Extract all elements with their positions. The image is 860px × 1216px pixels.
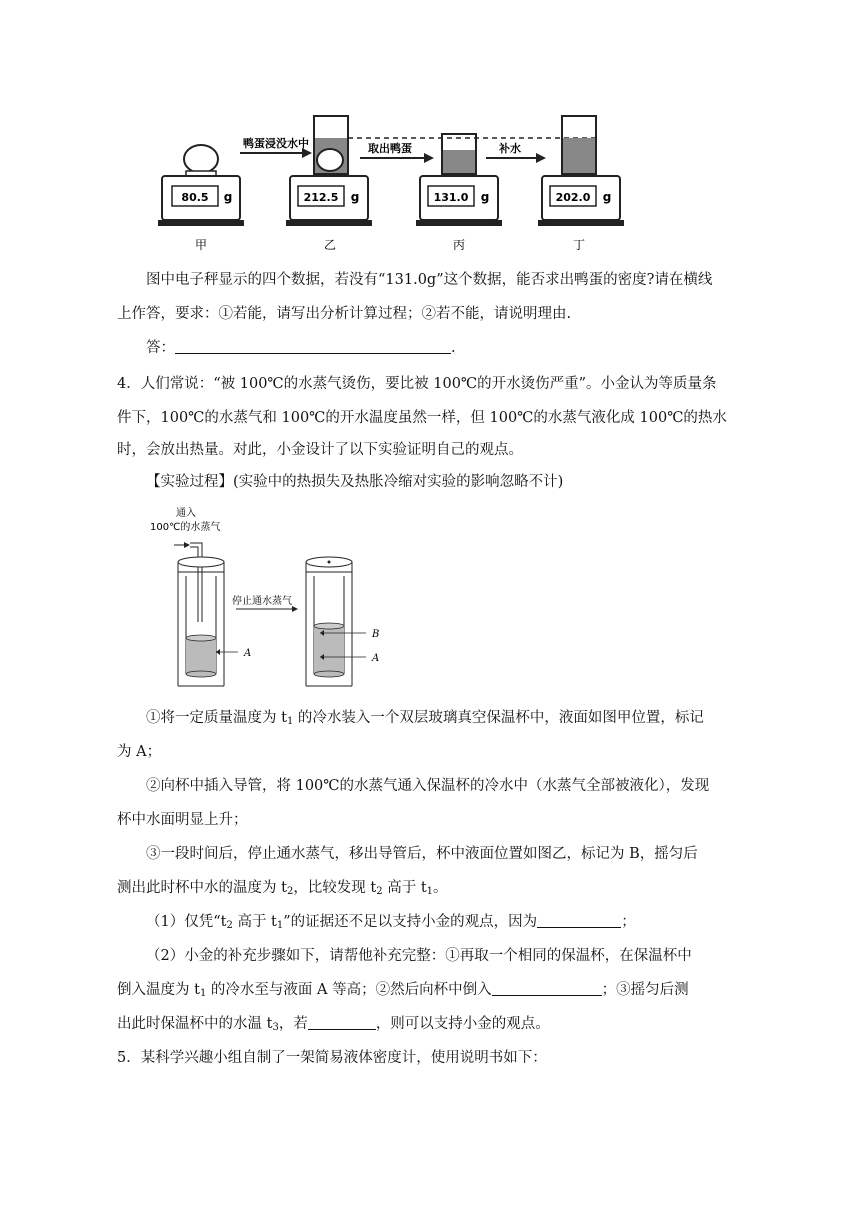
step-2-line-1: ②向杯中插入导管，将 100℃的水蒸气通入保温杯的冷水中（水蒸气全部被液化），发现 [146,778,710,794]
scale-yi-reading: 212.5 [303,191,339,204]
step-1-text-a: ①将一定质量温度为 t [146,710,287,726]
sub2-blank-2[interactable] [308,1015,376,1030]
step-3-text-b: ，比较发现 t [293,880,377,896]
sub1-text-a: （1）仅凭“t [146,914,227,930]
step-3-text-c: 高于 t [382,880,427,896]
scale-bing-unit: g [480,190,490,204]
q3-line-2: 上作答，要求：①若能，请写出分析计算过程；②若不能，请说明理由. [117,306,572,322]
step-1-sub: 1 [286,716,294,727]
step-3-sub-a: 2 [286,886,294,897]
step-1-line-2: 为 A； [117,744,162,760]
q4-line-3: 时，会放出热量。对此，小金设计了以下实验证明自己的观点。 [117,442,523,458]
sub-question-2-line-1: （2）小金的补充步骤如下，请帮他补充完整：①再取一个相同的保温杯，在保温杯中 [146,948,692,964]
sub2-l3-text-c: ，则可以支持小金的观点。 [375,1016,550,1032]
step-3-text-d: 。 [433,880,448,896]
sub2-l3-text-b: ，若 [278,1016,308,1032]
sub-question-2-line-2 [117,980,689,1004]
step-1-text-b: 的冷水装入一个双层玻璃真空保温杯中，液面如图甲位置，标记 [293,710,704,726]
mark-a-left: A [244,648,252,659]
sub2-l3-sub: 3 [272,1022,279,1033]
arrow-add-water-label: 补水 [499,142,521,155]
cup-yi [306,557,379,686]
arrow-remove-egg-label: 取出鸭蛋 [368,142,412,155]
step-3-sub-b: 2 [376,886,383,897]
scale-yi-unit: g [350,190,360,204]
sub1-text-b: 高于 t [232,914,277,930]
inlet-label-2: 100℃的水蒸气 [150,522,221,533]
duck-egg-density-figure [150,108,634,254]
scale-bing-caption: 丙 [452,238,466,252]
q4-line-1: 4．人们常说：“被 100℃的水蒸气烫伤，要比被 100℃的开水烫伤严重”。小金认为等质量条 [117,376,717,392]
step-3-line-2 [117,878,448,902]
sub-question-1 [146,912,636,936]
q5-line-1: 5．某科学兴趣小组自制了一架简易液体密度计，使用说明书如下： [117,1050,547,1066]
scale-ding-caption: 丁 [572,238,586,252]
arrow-immerse-label: 鸭蛋浸没水中 [243,137,309,150]
step-3-text-a: 测出此时杯中水的温度为 t [117,880,287,896]
step-1-line-1 [146,708,704,732]
cup-jia [178,557,251,686]
sub1-answer-blank[interactable] [537,913,621,928]
sub1-text-c: ”的证据还不足以支持小金的观点，因为 [283,914,538,930]
scale-ding-unit: g [602,190,612,204]
sub2-l2-text-c: ；③摇匀后测 [601,982,689,998]
mark-b: B [372,629,380,640]
q4-process-heading: 【实验过程】(实验中的热损失及热胀冷缩对实验的影响忽略不计) [146,474,564,490]
q4-line-2: 件下，100℃的水蒸气和 100℃的开水温度虽然一样，但 100℃的水蒸气液化成 100℃的热水 [117,410,727,426]
scale-ding-reading: 202.0 [555,191,591,204]
sub2-l2-text-a: 倒入温度为 t [117,982,200,998]
step-3-line-1: ③一段时间后，停止通水蒸气，移出导管后，杯中液面位置如图乙，标记为 B，摇匀后 [146,846,698,862]
scale-jia-unit: g [223,190,233,204]
step-2-line-2: 杯中水面明显上升； [117,812,248,828]
sub-question-2-line-3 [117,1014,550,1038]
sub2-blank-1[interactable] [492,981,602,996]
thermos-experiment-figure [144,502,390,696]
scale-jia-caption: 甲 [194,238,208,252]
step-3-sub-c: 1 [426,886,434,897]
scale-bing-reading: 131.0 [433,191,469,204]
answer-blank[interactable] [175,339,451,354]
sub1-sub-b: 1 [276,920,284,931]
mark-a-right: A [372,653,380,664]
sub2-l3-text-a: 出此时保温杯中的水温 t [117,1016,273,1032]
sub1-sub-a: 2 [226,920,233,931]
scale-yi-caption: 乙 [323,238,337,252]
q3-line-1: 图中电子秤显示的四个数据，若没有“131.0g”这个数据，能否求出鸭蛋的密度?请在横线 [146,272,713,288]
sub1-end: ； [621,914,636,930]
scale-jia-reading: 80.5 [181,191,209,204]
q3-answer-line [146,338,456,358]
sub2-l2-text-b: 的冷水至与液面 A 等高；②然后向杯中倒入 [206,982,492,998]
answer-end: . [451,340,456,356]
inlet-label-1: 通入 [176,508,196,519]
answer-label: 答： [146,340,175,356]
stop-steam-label: 停止通水蒸气 [232,596,292,607]
sub2-l2-sub: 1 [199,988,207,999]
